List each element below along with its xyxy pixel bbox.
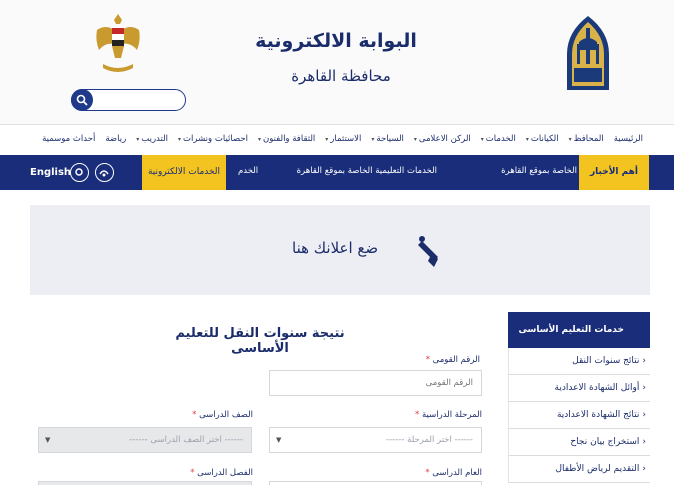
accessibility-icon[interactable] bbox=[95, 163, 114, 182]
nav-item-label: التدريب bbox=[141, 134, 169, 144]
nav-item[interactable] bbox=[366, 125, 409, 154]
sidebar-item-label: أوائل الشهادة الاعدادية bbox=[554, 383, 640, 393]
sidebar-item[interactable] bbox=[508, 348, 650, 375]
nav-item-label: المحافظ bbox=[573, 134, 604, 144]
main-navigation bbox=[0, 124, 674, 154]
sidebar-item-label: نتائج سنوات النقل bbox=[572, 356, 640, 366]
year-label: العام الدراسى * bbox=[425, 468, 482, 478]
chevron-down-icon: ▾ bbox=[413, 136, 417, 143]
news-ticker bbox=[232, 155, 577, 190]
nav-item-label: احصائيات ونشرات bbox=[183, 134, 248, 144]
nav-item-label: أحداث موسمية bbox=[42, 134, 96, 144]
chevron-down-icon: ▼ bbox=[276, 436, 282, 444]
nav-item[interactable] bbox=[564, 125, 609, 154]
chevron-down-icon: ▼ bbox=[45, 436, 51, 444]
national-id-input[interactable] bbox=[269, 370, 482, 396]
nav-item-label: رياضة bbox=[105, 134, 127, 144]
nav-item-label: الركن الاعلامى bbox=[418, 134, 471, 144]
chevron-down-icon: ▾ bbox=[371, 136, 375, 143]
ad-banner[interactable] bbox=[30, 205, 650, 295]
stage-label: المرحلة الدراسية * bbox=[415, 410, 482, 420]
nav-item[interactable] bbox=[37, 125, 100, 154]
form-title: نتيجة سنوات النقل للتعليم الأساسى bbox=[175, 326, 345, 356]
sidebar-item-label: التقديم لرياض الأطفال bbox=[555, 464, 640, 474]
grade-select-value: ------ اختر الصف الدراسى ------ bbox=[129, 435, 243, 445]
chevron-down-icon: ▾ bbox=[525, 136, 529, 143]
chevron-left-icon: ‹ bbox=[642, 437, 646, 447]
site-subtitle: محافظة القاهرة bbox=[291, 67, 391, 85]
nav-item[interactable] bbox=[320, 125, 366, 154]
grade-label: الصف الدراسى * bbox=[192, 410, 253, 420]
nav-item-label: السياحة bbox=[376, 134, 404, 144]
term-select[interactable] bbox=[38, 481, 252, 485]
nav-item[interactable] bbox=[131, 125, 173, 154]
chevron-down-icon: ▾ bbox=[178, 136, 182, 143]
sidebar-item[interactable] bbox=[508, 429, 650, 456]
nav-item-label: الاستثمار bbox=[330, 134, 362, 144]
megaphone-icon bbox=[414, 233, 444, 269]
search-icon bbox=[76, 94, 88, 106]
nav-item[interactable] bbox=[100, 125, 131, 154]
chevron-down-icon: ▾ bbox=[136, 136, 140, 143]
stage-select[interactable] bbox=[269, 427, 482, 453]
year-select[interactable] bbox=[269, 481, 482, 485]
sidebar-item[interactable] bbox=[508, 375, 650, 402]
chevron-left-icon: ‹ bbox=[642, 464, 646, 474]
ad-text: ضع اعلانك هنا bbox=[292, 239, 379, 257]
chevron-left-icon: ‹ bbox=[642, 356, 646, 366]
top-news-label[interactable]: أهم الأخبار bbox=[579, 155, 649, 190]
nav-item-label: الخدمات bbox=[485, 134, 516, 144]
nav-item[interactable] bbox=[476, 125, 521, 154]
grade-select[interactable] bbox=[38, 427, 252, 453]
term-label: الفصل الدراسى * bbox=[190, 468, 253, 478]
sidebar-heading: خدمات التعليم الأساسى bbox=[508, 312, 650, 348]
sidebar-item-label: نتائج الشهادة الاعدادية bbox=[556, 410, 640, 420]
sidebar-item[interactable] bbox=[508, 402, 650, 429]
national-id-label: الرقم القومى * bbox=[425, 355, 480, 365]
site-title: البوابة الالكترونية bbox=[255, 30, 417, 52]
chevron-down-icon: ▾ bbox=[325, 136, 329, 143]
cairo-governorate-logo bbox=[565, 14, 611, 92]
nav-item[interactable] bbox=[173, 125, 253, 154]
nav-item[interactable] bbox=[521, 125, 564, 154]
nav-item[interactable] bbox=[253, 125, 320, 154]
news-bar bbox=[0, 155, 674, 190]
settings-icon[interactable] bbox=[70, 163, 89, 182]
chevron-down-icon: ▾ bbox=[257, 136, 261, 143]
site-header bbox=[0, 0, 674, 124]
chevron-left-icon: ‹ bbox=[642, 410, 646, 420]
sidebar-item[interactable] bbox=[508, 456, 650, 483]
stage-select-value: ------ اختر المرحلة ------ bbox=[386, 435, 473, 445]
ticker-item[interactable]: الخدمات التعليمية الخاصة بموقع القاهرة bbox=[296, 166, 437, 176]
chevron-down-icon: ▾ bbox=[568, 136, 572, 143]
english-language-link[interactable]: English bbox=[30, 167, 72, 178]
ticker-item[interactable]: الخدم bbox=[238, 166, 259, 176]
chevron-left-icon: ‹ bbox=[642, 383, 646, 393]
nav-item-label: الكيانات bbox=[530, 134, 559, 144]
nav-item[interactable] bbox=[409, 125, 476, 154]
chevron-down-icon: ▾ bbox=[480, 136, 484, 143]
sidebar bbox=[508, 312, 650, 485]
nav-item-label: الثقافة والفنون bbox=[262, 134, 316, 144]
sidebar-item-label: استخراج بيان نجاح bbox=[570, 437, 640, 447]
nav-item-label: الرئيسية bbox=[613, 134, 643, 144]
search-button[interactable] bbox=[71, 89, 93, 111]
nav-item[interactable] bbox=[609, 125, 648, 154]
ticker-item[interactable]: الخاصة بموقع القاهرة bbox=[501, 166, 577, 176]
egypt-eagle-emblem bbox=[93, 10, 143, 76]
eservices-link[interactable]: الخدمات الالكترونية bbox=[142, 155, 226, 190]
